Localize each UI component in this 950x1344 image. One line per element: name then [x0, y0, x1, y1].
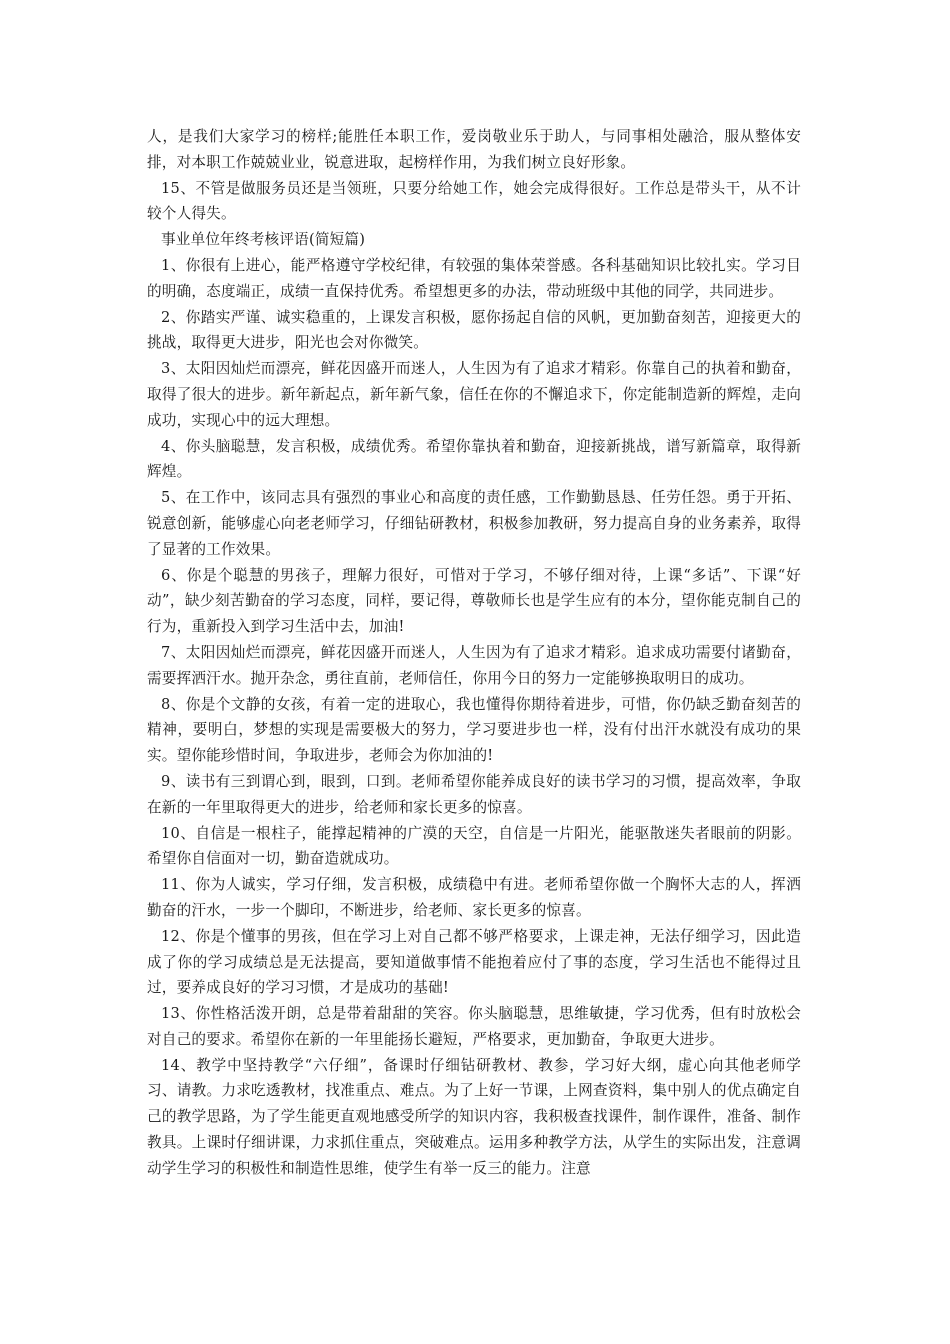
paragraph-item-9: 9、读书有三到谓心到，眼到，口到。老师希望你能养成良好的读书学习的习惯，提高效率，争取在新的一年里取得更大的进步，给老师和家长更多的惊喜。 [147, 772, 801, 816]
paragraph-item-14: 14、教学中坚持教学“六仔细”，备课时仔细钻研教材、教参，学习好大纲，虚心向其他老师学习、请教。力求吃透教材，找准重点、难点。为了上好一节课，上网查资料，集中别人的优点确定自己的教学思路，为了学生能更直观地感受所学的知识内容，我积极查找课件，制作课件，准备、制作教具。上课时仔细讲课，力求抓住重点，突破难点。运用多种教学方法，从学生的实际出发，注意调动学生学习的积极性和制造性思维，使学生有举一反三的能力。注意 [147, 1056, 801, 1177]
paragraph-item-15: 15、不管是做服务员还是当领班，只要分给她工作，她会完成得很好。工作总是带头干，从不计较个人得失。 [147, 179, 801, 223]
paragraph-item-1: 1、你很有上进心，能严格遵守学校纪律，有较强的集体荣誉感。各科基础知识比较扎实。学习目的明确，态度端正，成绩一直保持优秀。希望想更多的办法，带动班级中其他的同学，共同进步。 [147, 256, 801, 300]
paragraph-item-3: 3、太阳因灿烂而漂亮，鲜花因盛开而迷人，人生因为有了追求才精彩。你靠自己的执着和勤奋，取得了很大的进步。新年新起点，新年新气象，信任在你的不懈追求下，你定能制造新的辉煌，走向成功，实现心中的远大理想。 [147, 360, 801, 429]
paragraph-item-7: 7、太阳因灿烂而漂亮，鲜花因盛开而迷人，人生因为有了追求才精彩。追求成功需要付诸勤奋，需要挥洒汗水。抛开杂念，勇往直前，老师信任，你用今日的努力一定能够换取明日的成功。 [147, 643, 801, 687]
paragraph-item-10: 10、自信是一根柱子，能撑起精神的广漠的天空，自信是一片阳光，能驱散迷失者眼前的阴影。希望你自信面对一切，勤奋造就成功。 [147, 824, 801, 868]
paragraph-item-11: 11、你为人诚实，学习仔细，发言积极，成绩稳中有进。老师希望你做一个胸怀大志的人，挥洒勤奋的汗水，一步一个脚印，不断进步，给老师、家长更多的惊喜。 [147, 876, 801, 919]
paragraph-item-4: 4、你头脑聪慧，发言积极，成绩优秀。希望你靠执着和勤奋，迎接新挑战，谱写新篇章，取得新辉煌。 [147, 437, 801, 481]
paragraph-item-8: 8、你是个文静的女孩，有着一定的进取心，我也懂得你期待着进步，可惜，你仍缺乏勤奋刻苦的精神，要明白，梦想的实现是需要极大的努力，学习要进步也一样，没有付出汗水就没有成功的果实。望你能珍惜时间，争取进步，老师会为你加油的! [147, 695, 801, 765]
paragraph-item-6: 6、你是个聪慧的男孩子，理解力很好，可惜对于学习，不够仔细对待，上课“多话”、下课“好动”，缺少刻苦勤奋的学习态度，同样，要记得，尊敬师长也是学生应有的本分，望你能克制自己的行为，重新投入到学习生活中去，加油! [147, 566, 801, 636]
paragraph-continuation: 人，是我们大家学习的榜样;能胜任本职工作，爱岗敬业乐于助人，与同事相处融洽，服从整体安排，对本职工作兢兢业业，锐意进取，起榜样作用，为我们树立良好形象。 [147, 128, 801, 171]
paragraph-item-2: 2、你踏实严谨、诚实稳重的，上课发言积极，愿你扬起自信的风帆，更加勤奋刻苦，迎接更大的挑战，取得更大进步，阳光也会对你微笑。 [147, 308, 801, 352]
paragraph-item-5: 5、在工作中，该同志具有强烈的事业心和高度的责任感，工作勤勤恳恳、任劳任怨。勇于开拓、锐意创新，能够虚心向老老师学习，仔细钻研教材，积极参加教研，努力提高自身的业务素养，取得了显著的工作效果。 [147, 489, 801, 558]
section-heading: 事业单位年终考核评语(简短篇) [161, 231, 366, 249]
paragraph-item-13: 13、你性格活泼开朗，总是带着甜甜的笑容。你头脑聪慧，思维敏捷，学习优秀，但有时放松会对自己的要求。希望你在新的一年里能扬长避短，严格要求，更加勤奋，争取更大进步。 [147, 1005, 801, 1048]
document-page [147, 124, 801, 1182]
paragraph-item-12: 12、你是个懂事的男孩，但在学习上对自己都不够严格要求，上课走神，无法仔细学习，因此造成了你的学习成绩总是无法提高，要知道做事情不能抱着应付了事的态度，学习生活也不能得过且过，要养成良好的学习习惯，才是成功的基础! [147, 927, 801, 997]
